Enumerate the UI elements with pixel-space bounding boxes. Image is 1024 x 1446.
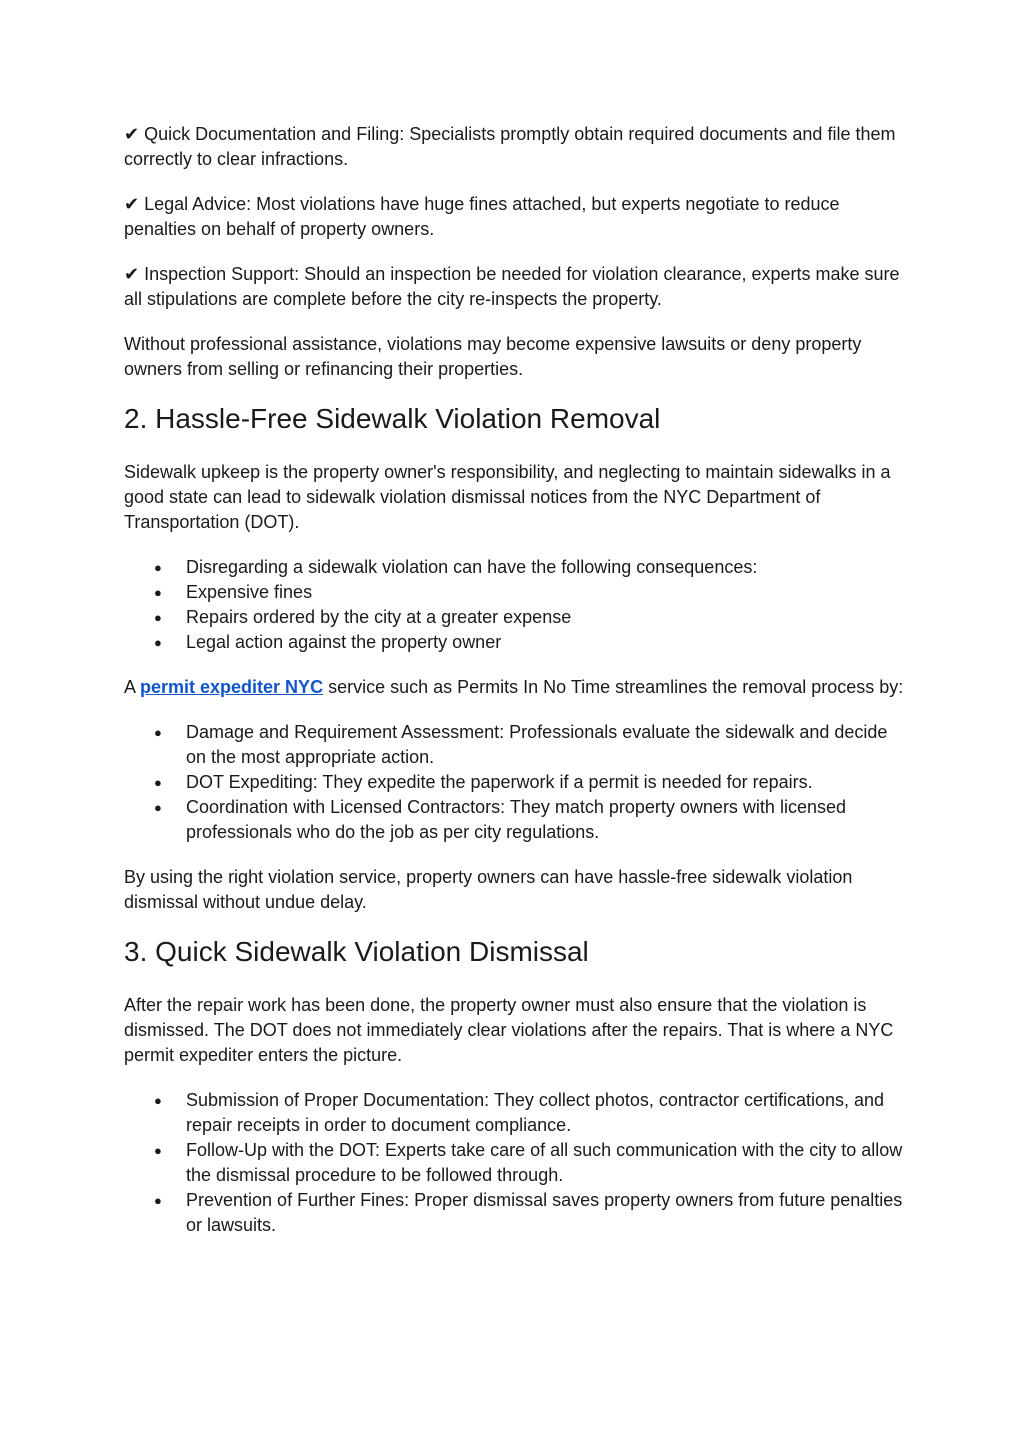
- document-page: [124, 122, 904, 1258]
- list-item: ● Expensive fines: [186, 580, 904, 605]
- section-2-paragraph: Sidewalk upkeep is the property owner's responsibility, and neglecting to maintain sidewalks in a good state can lead to sidewalk violation dismissal notices from the NYC Department of Transportation (DOT).: [124, 462, 891, 532]
- list-item: ● Disregarding a sidewalk violation can have the following consequences:: [186, 555, 904, 580]
- list-item: ● Repairs ordered by the city at a greater expense: [186, 605, 904, 630]
- intro-item-legal-advice: ✔ Legal Advice: Most violations have huge fines attached, but experts negotiate to reduce penalties on behalf of property owners.: [124, 194, 840, 239]
- list-item: ● Damage and Requirement Assessment: Professionals evaluate the sidewalk and decide on the most appropriate action.: [186, 720, 904, 770]
- intro-closing-paragraph: Without professional assistance, violations may become expensive lawsuits or deny property owners from selling or refinancing their properties.: [124, 334, 862, 379]
- list-item: ● Legal action against the property owner: [186, 630, 904, 655]
- service-suffix: service such as Permits In No Time streamlines the removal process by:: [323, 677, 904, 697]
- service-paragraph: [124, 675, 904, 700]
- section-3-paragraph: After the repair work has been done, the property owner must also ensure that the violation is dismissed. The DOT does not immediately clear violations after the repairs. That is where a NYC permit expediter enters the picture.: [124, 995, 894, 1065]
- list-item: ● DOT Expediting: They expedite the paperwork if a permit is needed for repairs.: [186, 770, 904, 795]
- process-list: [124, 720, 904, 845]
- consequences-list: [124, 555, 904, 655]
- section-2-heading: 2. Hassle-Free Sidewalk Violation Removal: [124, 403, 661, 434]
- list-item: ● Coordination with Licensed Contractors: They match property owners with licensed professionals who do the job as per city regulations.: [186, 795, 904, 845]
- section-2-closing: By using the right violation service, property owners can have hassle-free sidewalk violation dismissal without undue delay.: [124, 867, 853, 912]
- dismissal-list: [124, 1088, 904, 1238]
- intro-item-inspection-support: ✔ Inspection Support: Should an inspection be needed for violation clearance, experts make sure all stipulations are complete before the city re-inspects the property.: [124, 264, 900, 309]
- intro-item-documentation: ✔ Quick Documentation and Filing: Specialists promptly obtain required documents and file them correctly to clear infractions.: [124, 124, 896, 169]
- section-3-heading: 3. Quick Sidewalk Violation Dismissal: [124, 936, 589, 967]
- permit-expediter-link[interactable]: permit expediter NYC: [140, 677, 324, 697]
- list-item: ● Follow-Up with the DOT: Experts take care of all such communication with the city to allow the dismissal procedure to be followed through.: [186, 1138, 904, 1188]
- list-item: ● Submission of Proper Documentation: They collect photos, contractor certifications, and repair receipts in order to document compliance.: [186, 1088, 904, 1138]
- list-item: ● Prevention of Further Fines: Proper dismissal saves property owners from future penalties or lawsuits.: [186, 1188, 904, 1238]
- service-prefix: A: [124, 677, 141, 697]
